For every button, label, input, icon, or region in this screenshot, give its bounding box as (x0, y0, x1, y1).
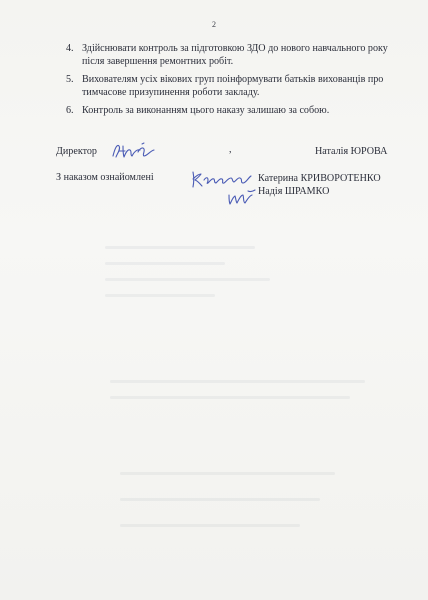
list-item-number: 5. (66, 73, 74, 85)
bleed-through-line (120, 524, 300, 527)
director-title: Директор (56, 146, 97, 157)
bleed-through-line (105, 294, 215, 297)
bleed-through-line (110, 396, 350, 399)
list-item (66, 73, 396, 100)
acknowledged-name: Надія ШРАМКО (258, 186, 330, 198)
bleed-through-line (105, 278, 270, 281)
list-item (66, 42, 396, 69)
acknowledged-names (258, 172, 381, 199)
list-item-number: 6. (66, 104, 74, 116)
director-name: Наталія ЮРОВА (315, 146, 388, 157)
shramko-signature-icon (226, 187, 258, 207)
bleed-through-line (105, 262, 225, 265)
page-number: 2 (212, 20, 216, 29)
list-item-text: Контроль за виконанням цього наказу залишаю за собою. (82, 104, 330, 116)
list-item-number: 4. (66, 43, 74, 54)
bleed-through-line (120, 472, 335, 475)
list-item-text: Вихователям усіх вікових груп поінформувати батьків вихованців про тимчасове призупинення роботи закладу. (82, 73, 384, 99)
bleed-through-line (120, 498, 320, 501)
acknowledged-label: З наказом ознайомлені (56, 172, 154, 183)
bleed-through-line (110, 380, 365, 383)
list-item (66, 104, 396, 117)
director-signature-icon (110, 140, 160, 162)
list-item-text: Здійснювати контроль за підготовкою ЗДО до нового навчального року після завершення ремонтних робіт. (82, 43, 388, 68)
bleed-through-line (105, 246, 255, 249)
acknowledged-name: Катерина КРИВОРОТЕНКО (258, 173, 381, 184)
ink-mark: , (229, 144, 232, 155)
order-items-list (66, 42, 396, 121)
